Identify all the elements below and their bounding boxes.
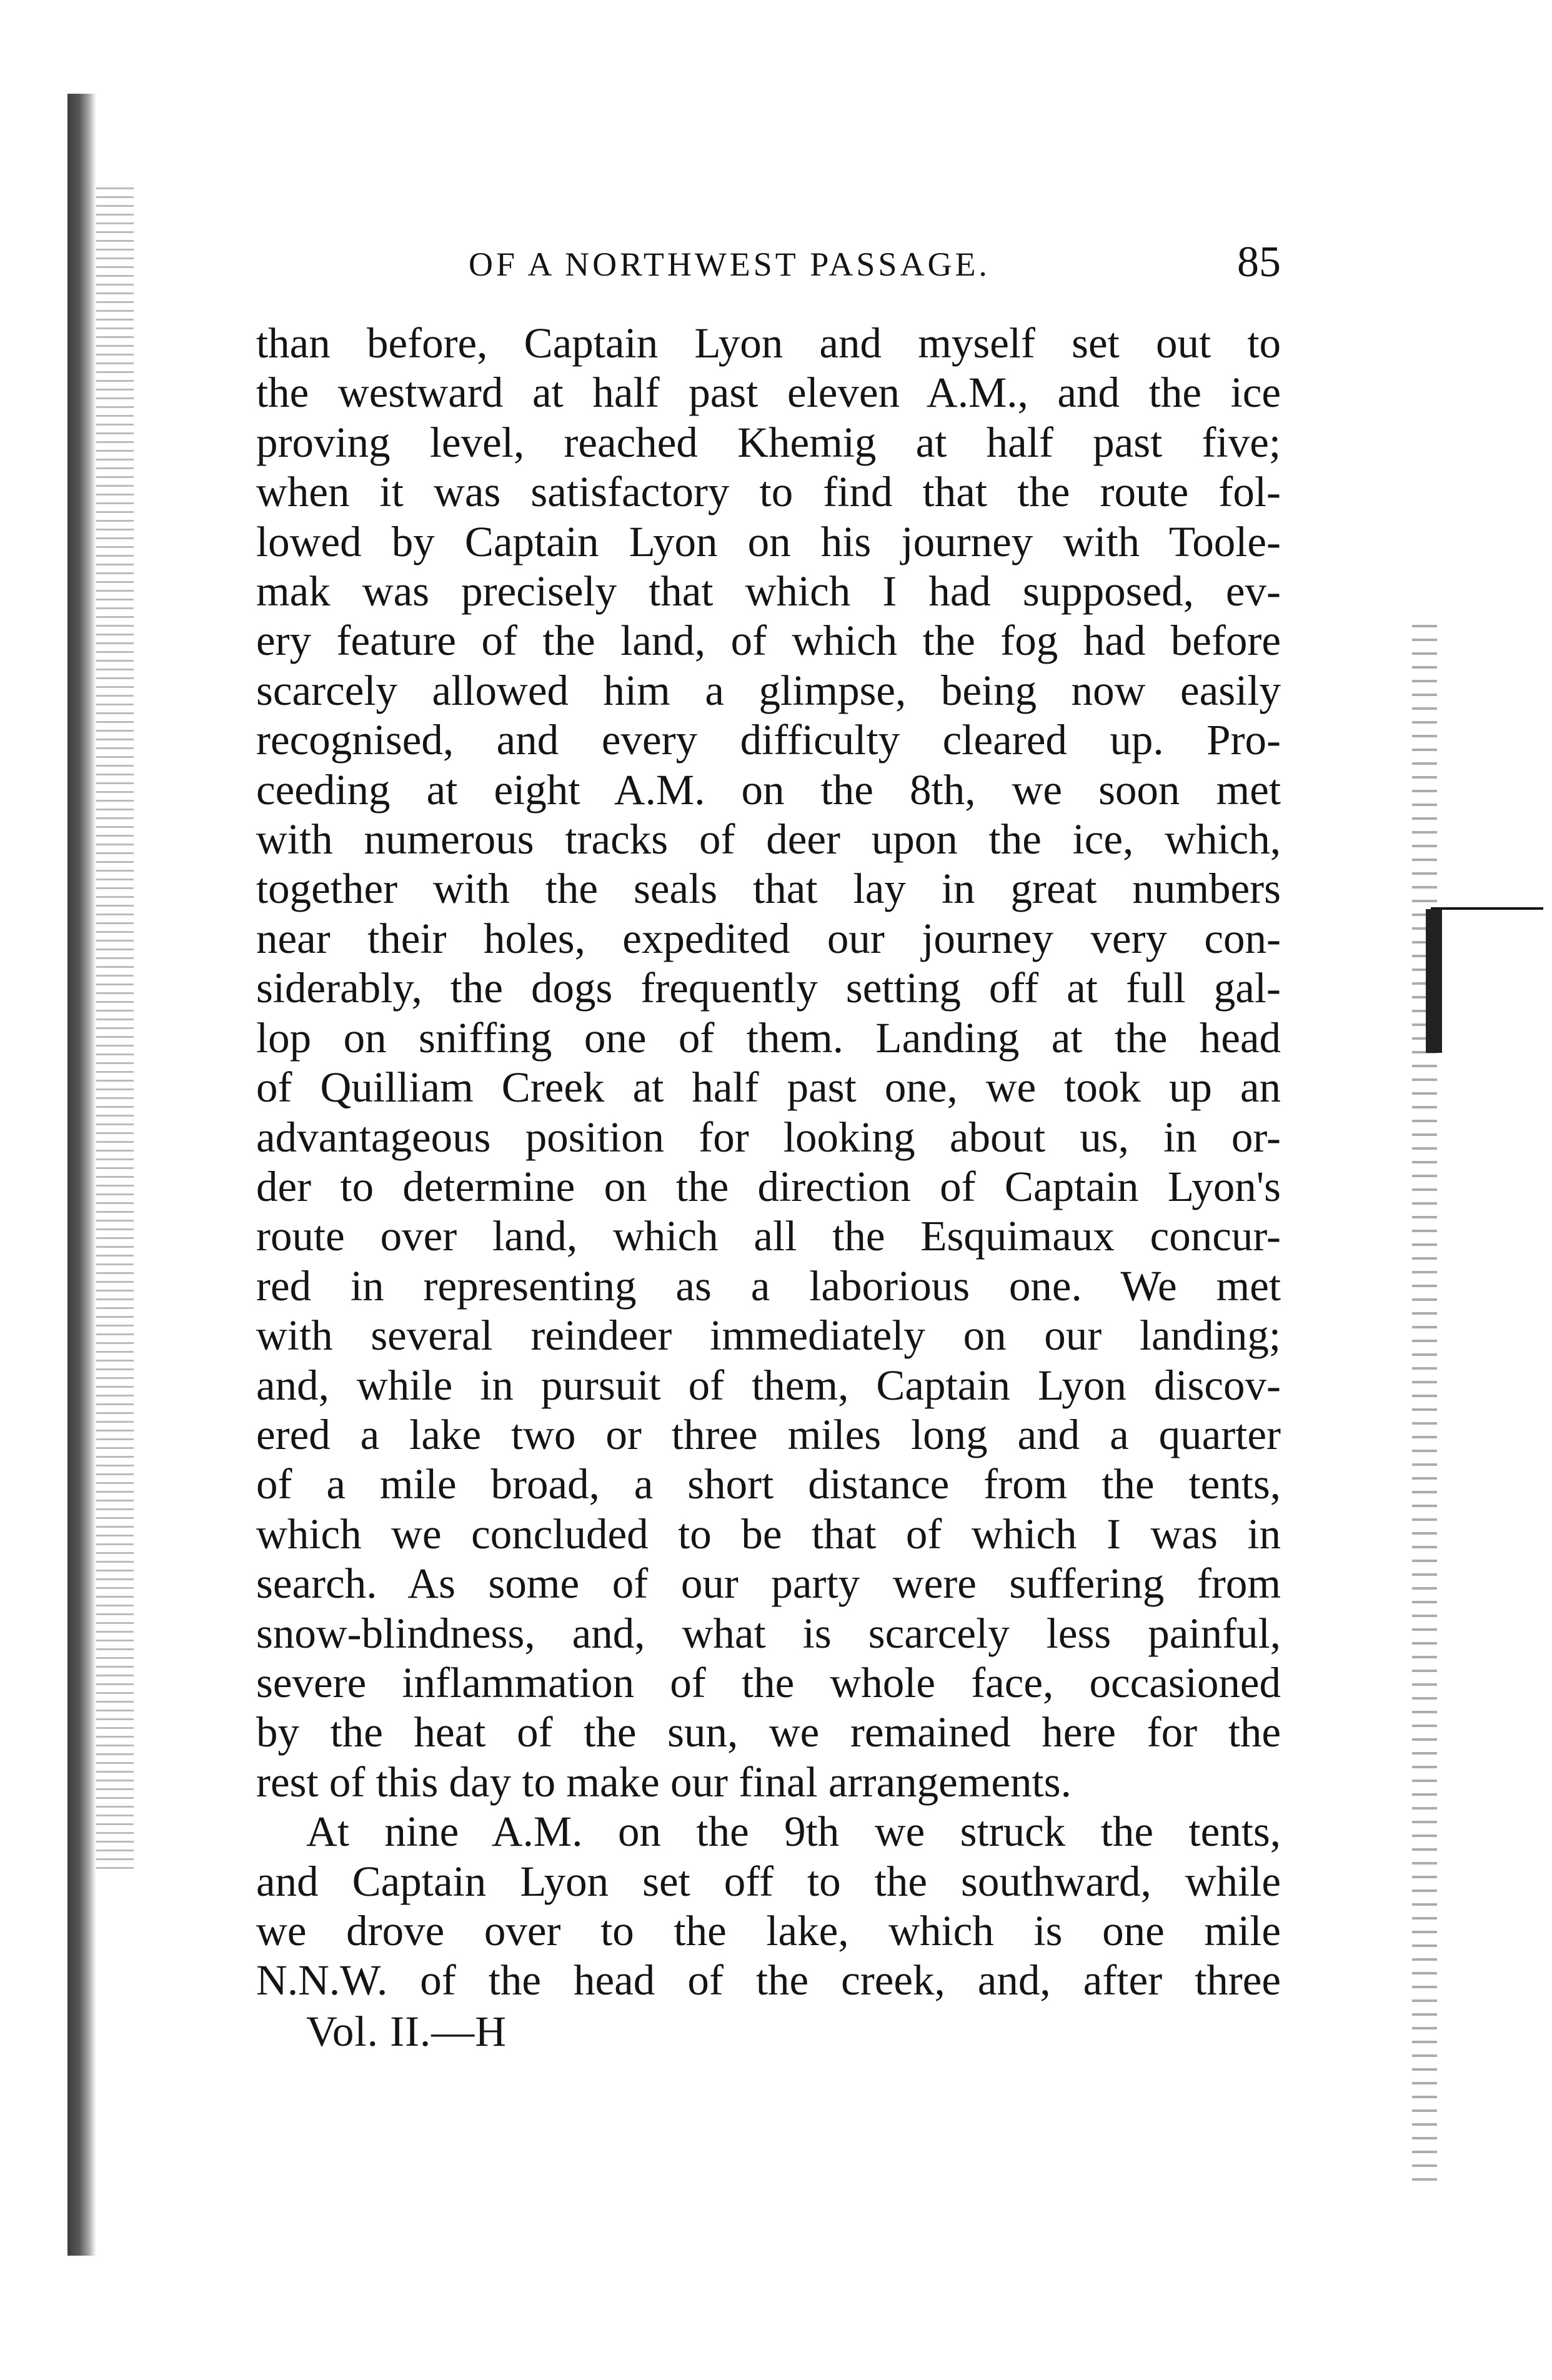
- text-line: rest of this day to make our final arrangements.: [256, 1758, 1072, 1806]
- paragraph: [256, 1807, 1281, 2006]
- text-line: ery feature of the land, of which the fog had before: [256, 617, 1281, 665]
- text-line: der to determine on the direction of Captain Lyon's: [256, 1162, 1281, 1210]
- text-line: the westward at half past eleven A.M., and the ice: [256, 369, 1281, 417]
- text-line: proving level, reached Khemig at half past five;: [256, 418, 1281, 466]
- text-line: when it was satisfactory to find that the route fol-: [256, 468, 1281, 516]
- text-line: recognised, and every difficulty cleared up. Pro-: [256, 716, 1281, 764]
- text-line: we drove over to the lake, which is one mile: [256, 1907, 1281, 1954]
- text-line: At nine A.M. on the 9th we struck the tents,: [306, 1808, 1281, 1856]
- text-line: route over land, which all the Esquimaux concur-: [256, 1212, 1281, 1260]
- text-line: lop on sniffing one of them. Landing at the head: [256, 1013, 1281, 1062]
- scan-gutter-fringe-right: [1412, 625, 1437, 2187]
- text-line: N.N.W. of the head of the creek, and, after three: [256, 1956, 1281, 2004]
- page-number: 85: [1237, 238, 1281, 286]
- text-line: advantageous position for looking about us, in or-: [256, 1113, 1281, 1161]
- scan-gutter-shadow-left: [67, 94, 96, 2256]
- scan-edge-mark: [1431, 907, 1543, 910]
- text-line: with numerous tracks of deer upon the ice, which,: [256, 815, 1281, 864]
- text-line: of Quilliam Creek at half past one, we took up an: [256, 1063, 1281, 1112]
- text-line: scarcely allowed him a glimpse, being now easily: [256, 666, 1281, 714]
- text-line: siderably, the dogs frequently setting off at full gal-: [256, 964, 1281, 1012]
- scan-gutter-fringe-left: [96, 187, 134, 1875]
- scan-edge-block: [1426, 909, 1442, 1053]
- text-line: with several reindeer immediately on our landing;: [256, 1312, 1281, 1360]
- body-text: [256, 319, 1281, 2006]
- text-line: severe inflammation of the whole face, occasioned: [256, 1658, 1281, 1706]
- book-page: [256, 237, 1281, 2056]
- text-line: which we concluded to be that of which I was in: [256, 1510, 1281, 1558]
- text-line: search. As some of our party were suffering from: [256, 1560, 1281, 1608]
- text-line: mak was precisely that which I had supposed, ev-: [256, 567, 1281, 615]
- paragraph: [256, 319, 1281, 1807]
- text-line: and, while in pursuit of them, Captain Lyon discov-: [256, 1361, 1281, 1409]
- signature-mark: Vol. II.—H: [306, 2007, 507, 2055]
- text-line: by the heat of the sun, we remained here for the: [256, 1708, 1281, 1756]
- text-line: ceeding at eight A.M. on the 8th, we soon met: [256, 765, 1281, 814]
- running-title: OF A NORTHWEST PASSAGE.: [469, 246, 990, 283]
- text-line: and Captain Lyon set off to the southward, while: [256, 1857, 1281, 1905]
- text-line: snow-blindness, and, what is scarcely less painful,: [256, 1609, 1281, 1657]
- text-line: of a mile broad, a short distance from the tents,: [256, 1460, 1281, 1508]
- text-line: lowed by Captain Lyon on his journey with Toole-: [256, 517, 1281, 565]
- text-line: than before, Captain Lyon and myself set out to: [256, 319, 1281, 367]
- text-line: ered a lake two or three miles long and a quarter: [256, 1410, 1281, 1458]
- running-head: [256, 237, 1281, 300]
- text-line: red in representing as a laborious one. We met: [256, 1262, 1281, 1310]
- text-line: together with the seals that lay in great numbers: [256, 865, 1281, 913]
- text-line: near their holes, expedited our journey very con-: [256, 914, 1281, 962]
